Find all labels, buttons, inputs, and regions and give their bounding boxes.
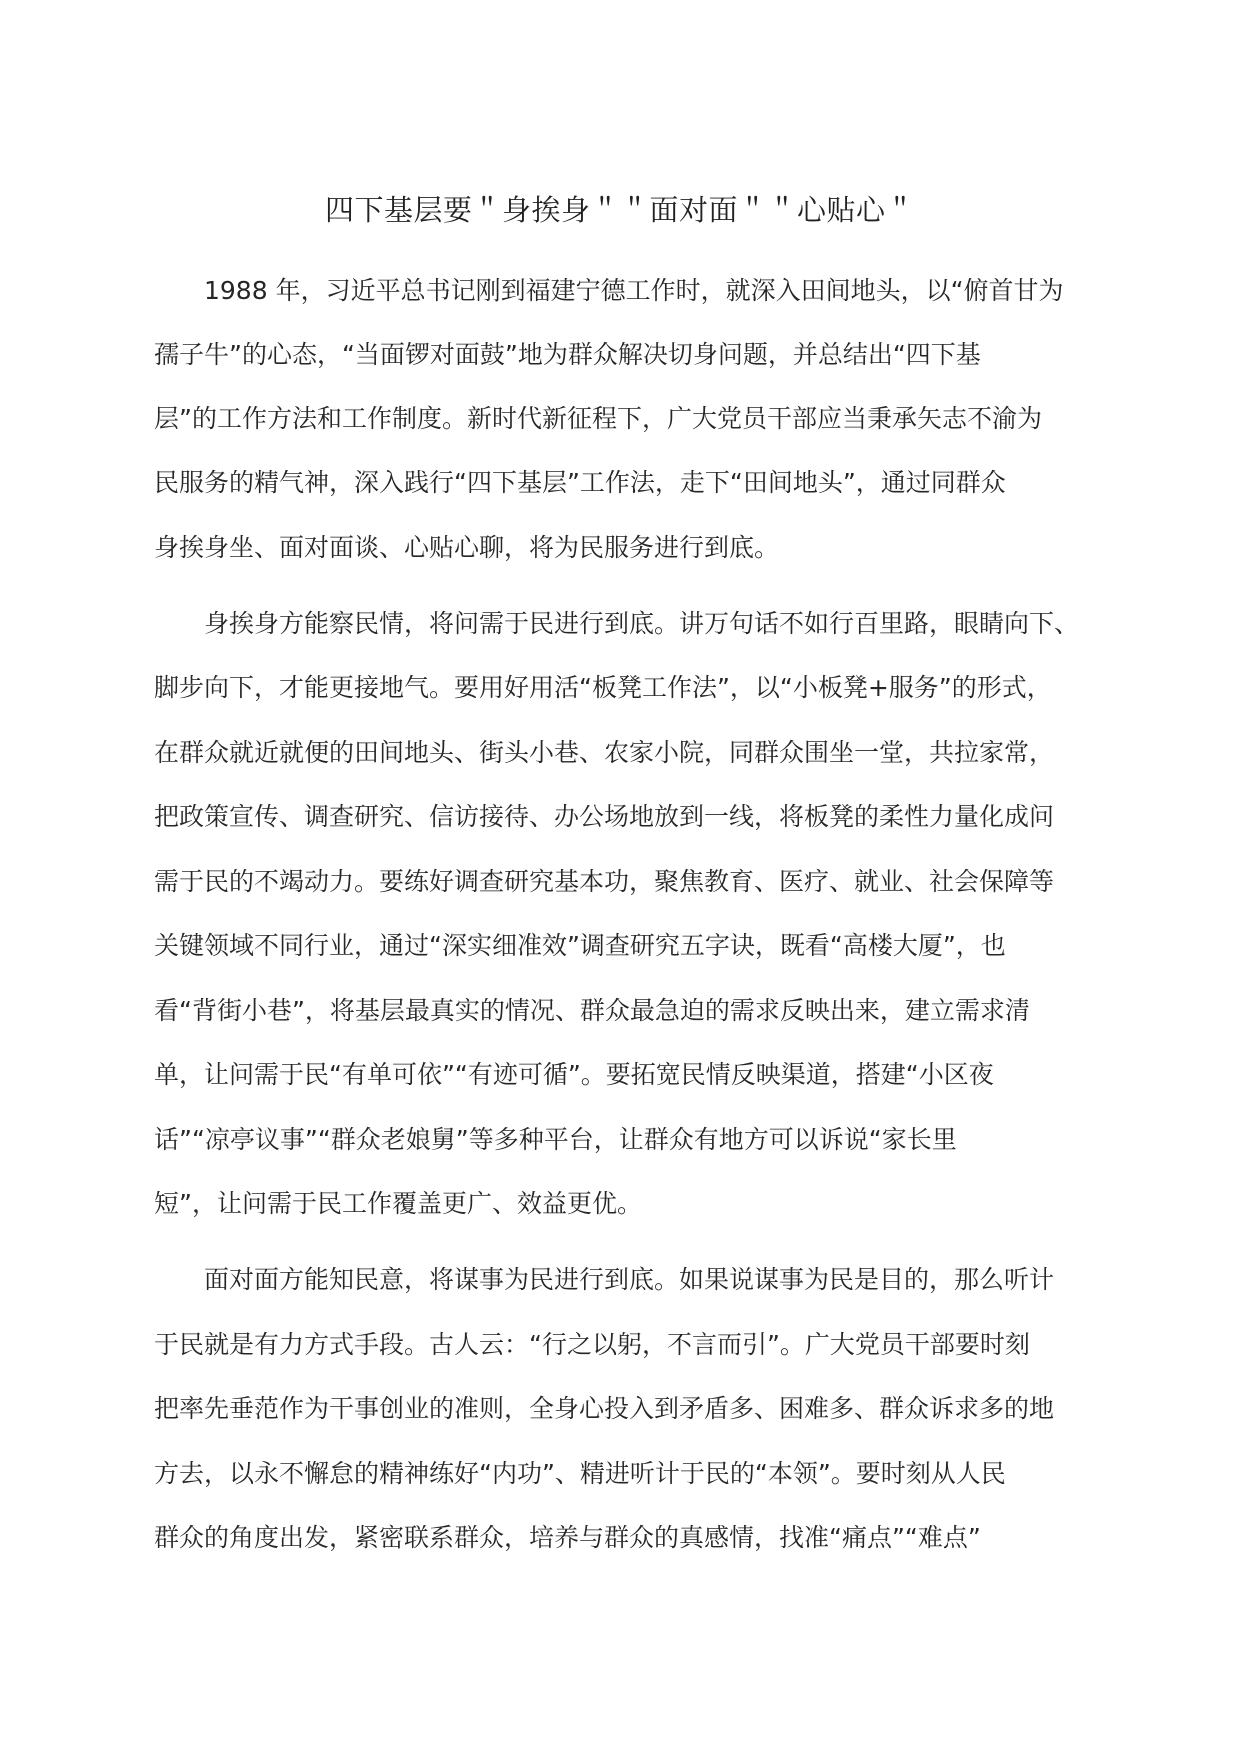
paragraph-3-line-2: 于民就是有力方式手段。古人云：“行之以躬，不言而引”。广大党员干部要时刻 <box>154 1330 1030 1359</box>
paragraph-2-line-6: 关键领域不同行业，通过“深实细准效”调查研究五字诀，既看“高楼大厦”，也 <box>154 931 1006 960</box>
paragraph-1-line-2: 孺子牛”的心态，“当面锣对面鼓”地为群众解决切身问题，并总结出“四下基 <box>154 340 981 369</box>
paragraph-3-line-5: 群众的角度出发，紧密联系群众，培养与群众的真感情，找准“痛点”“难点” <box>154 1523 981 1552</box>
paragraph-2-line-5: 需于民的不竭动力。要练好调查研究基本功，聚焦教育、医疗、就业、社会保障等 <box>154 867 1055 896</box>
paragraph-1-line-1: 1988 年，习近平总书记刚到福建宁德工作时，就深入田间地头，以“俯首甘为 <box>204 276 1064 305</box>
paragraph-2-line-4: 把政策宣传、调查研究、信访接待、办公场地放到一线，将板凳的柔性力量化成问 <box>154 802 1055 831</box>
paragraph-3-line-4: 方去，以永不懈怠的精神练好“内功”、精进听计于民的“本领”。要时刻从人民 <box>154 1459 1006 1488</box>
paragraph-2-line-9: 话”“凉亭议事”“群众老娘舅”等多种平台，让群众有地方可以诉说“家长里 <box>154 1125 957 1154</box>
paragraph-1-line-4: 民服务的精气神，深入践行“四下基层”工作法，走下“田间地头”，通过同群众 <box>154 468 1006 497</box>
paragraph-3-line-1: 面对面方能知民意，将谋事为民进行到底。如果说谋事为民是目的，那么听计 <box>204 1265 1055 1294</box>
paragraph-2-line-7: 看“背街小巷”，将基层最真实的情况、群众最急迫的需求反映出来，建立需求清 <box>154 996 1030 1025</box>
paragraph-1-line-3: 层”的工作方法和工作制度。新时代新征程下，广大党员干部应当秉承矢志不渝为 <box>154 404 1042 433</box>
paragraph-2-line-10: 短”，让问需于民工作覆盖更广、效益更优。 <box>154 1189 642 1218</box>
paragraph-2-line-1: 身挨身方能察民情，将问需于民进行到底。讲万句话不如行百里路，眼睛向下、 <box>204 609 1080 638</box>
document-title: 四下基层要＂身挨身＂＂面对面＂＂心贴心＂ <box>324 193 915 227</box>
paragraph-1-line-5: 身挨身坐、面对面谈、心贴心聊，将为民服务进行到底。 <box>154 533 780 562</box>
paragraph-2-line-3: 在群众就近就便的田间地头、街头小巷、农家小院，同群众围坐一堂，共拉家常， <box>154 738 1055 767</box>
paragraph-2-line-8: 单，让问需于民“有单可依”“有迹可循”。要拓宽民情反映渠道，搭建“小区夜 <box>154 1060 994 1089</box>
paragraph-3-line-3: 把率先垂范作为干事创业的准则，全身心投入到矛盾多、困难多、群众诉求多的地 <box>154 1394 1055 1423</box>
paragraph-2-line-2: 脚步向下，才能更接地气。要用好用活“板凳工作法”，以“小板凳+服务”的形式， <box>154 673 1052 702</box>
